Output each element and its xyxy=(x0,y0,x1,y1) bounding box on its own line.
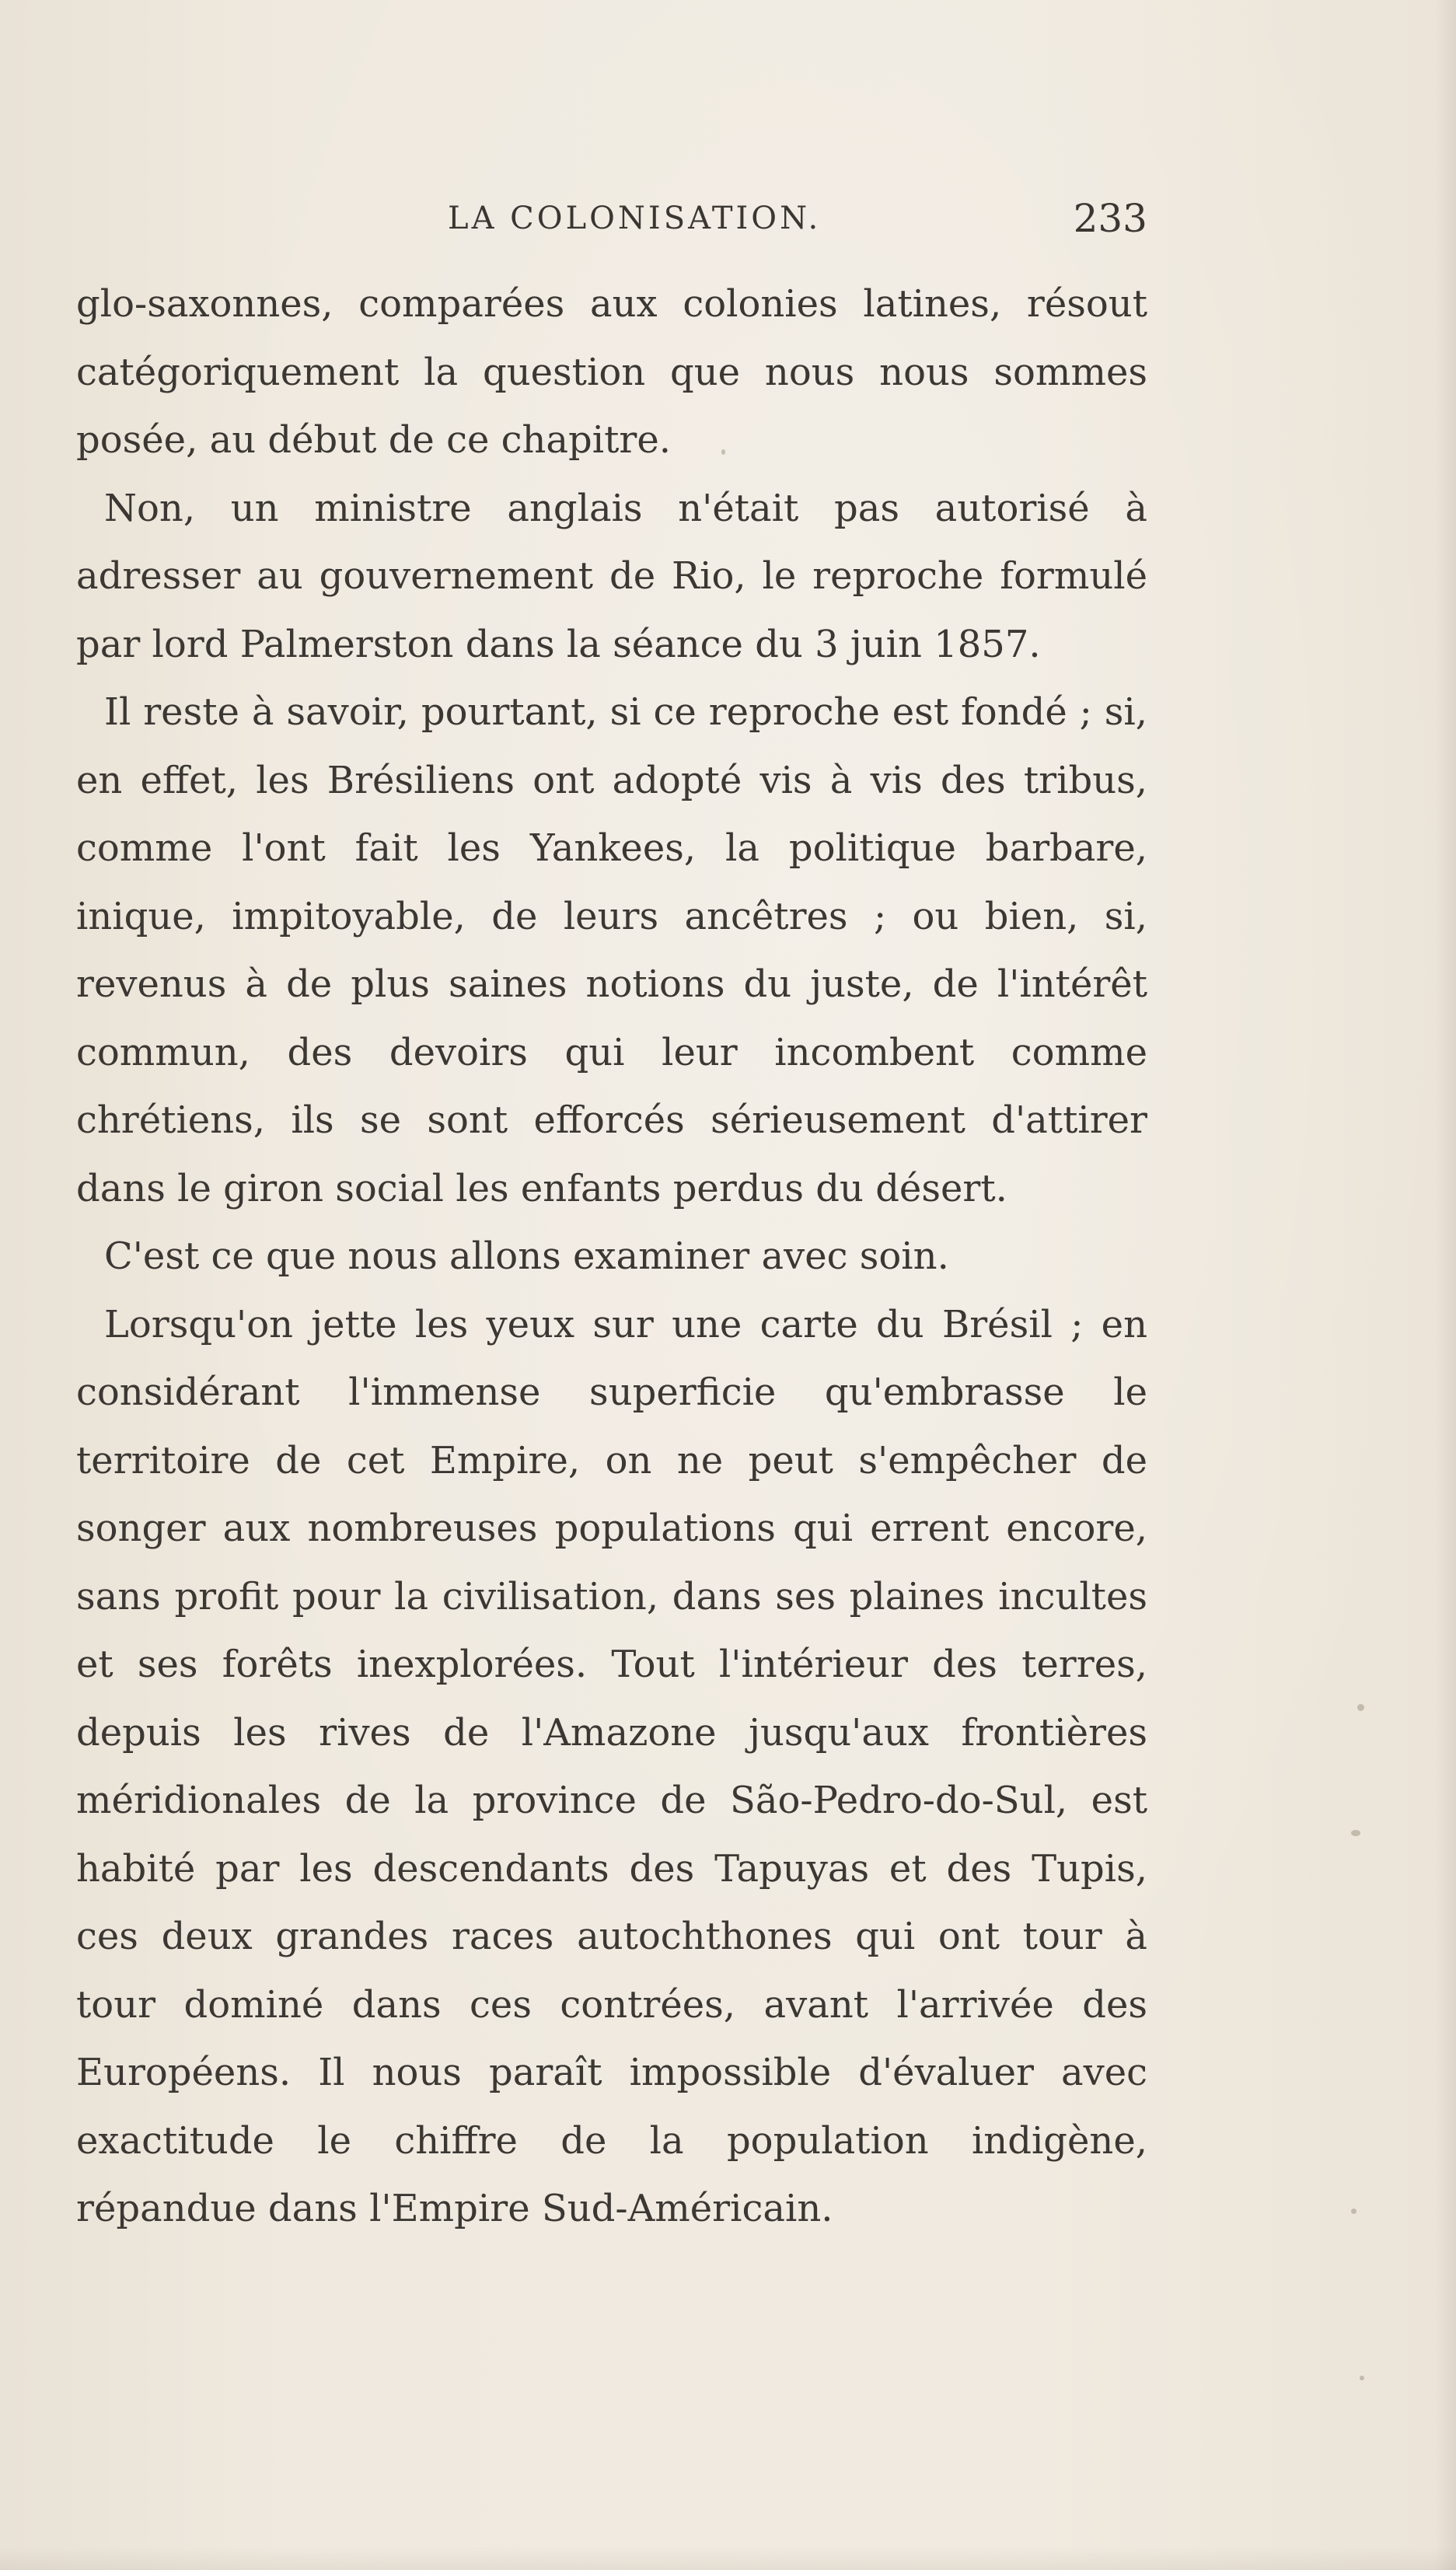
running-title: LA COLONISATION. xyxy=(448,201,822,236)
page-bottom-shadow xyxy=(0,2547,1456,2570)
paragraph-continuation: glo-saxonnes, comparées aux colonies latines, résout catégoriquement la question que nous nous sommes posée, au début de ce chapitre. xyxy=(76,282,1147,462)
page-header xyxy=(75,193,1147,247)
paragraph: Lorsqu'on jette les yeux sur une carte du Brésil ; en considérant l'immense superficie qu'embrasse le territoire de cet Empire, on ne peut s'empêcher de songer aux nombreuses populations qui errent encore, sans profit pour la civilisation, dans ses plaines incultes et ses forêts inexplorées. Tout l'intérieur des terres, depuis les rives de l'Amazone jusqu'aux frontières méridionales de la province de São-Pedro-do-Sul, est habité par les descendants des Tapuyas et des Tupis, ces deux grandes races autochthones qui ont tour à tour dominé dans ces contrées, avant l'arrivée des Européens. Il nous paraît impossible d'évaluer avec exactitude le chiffre de la population indigène, répandue dans l'Empire Sud-Américain. xyxy=(76,1302,1147,2230)
page-edge-shadow xyxy=(1434,0,1456,2570)
paragraph: C'est ce que nous allons examiner avec soin. xyxy=(104,1234,949,1278)
paper-speck xyxy=(1351,2209,1356,2214)
paper-speck xyxy=(1357,1704,1364,1711)
paper-speck xyxy=(1351,1830,1360,1836)
body-text xyxy=(76,271,1147,2244)
paper-speck xyxy=(1360,2376,1364,2380)
page-number: 233 xyxy=(1073,196,1147,241)
paragraph: Non, un ministre anglais n'était pas autorisé à adresser au gouvernement de Rio, le reproche formulé par lord Palmerston dans la séance du 3 juin 1857. xyxy=(76,486,1147,666)
paragraph: Il reste à savoir, pourtant, si ce reproche est fondé ; si, en effet, les Brésiliens ont adopté vis à vis des tribus, comme l'ont fait les Yankees, la politique barbare, inique, impitoyable, de leurs ancêtres ; ou bien, si, revenus à de plus saines notions du juste, de l'intérêt commun, des devoirs qui leur incombent comme chrétiens, ils se sont efforcés sérieusement d'attirer dans le giron social les enfants perdus du désert. xyxy=(76,690,1147,1210)
paper-speck xyxy=(721,449,725,455)
